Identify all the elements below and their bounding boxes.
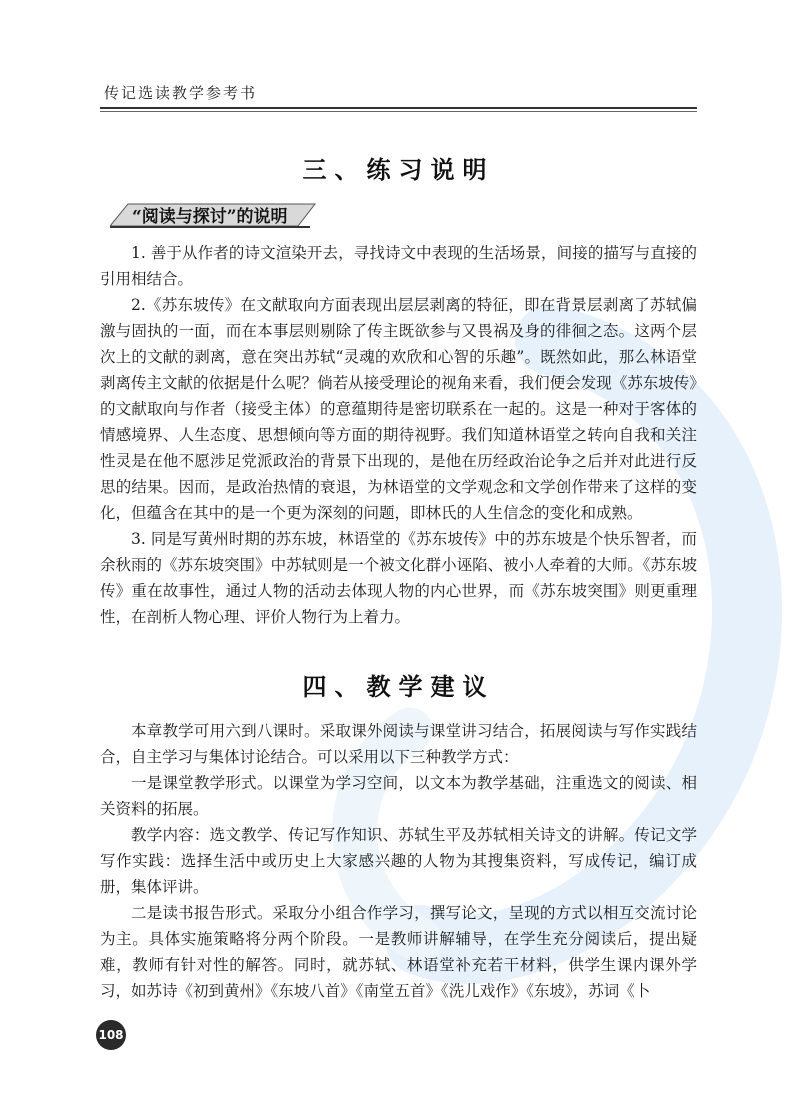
exercise-note-2: 2.《苏东坡传》在文献取向方面表现出层层剥离的特征，即在背景层剥离了苏轼偏激与固执的一面，而在本事层则剔除了传主既欲参与又畏祸及身的徘徊之态。这两个层次上的文献的剥离，意在突出苏轼“灵魂的欢欣和心智的乐趣”。既然如此，那么林语堂剥离传主文献的依据是什么呢？倘若从接受理论的视角来看，我们便会发现《苏东坡传》的文献取向与作者（接受主体）的意蕴期待是密切联系在一起的。这是一种对于客体的情感境界、人生态度、思想倾向等方面的期待视野。我们知道林语堂之转向自我和关注性灵是在他不愿涉足党派政治的背景下出现的，是他在历经政治论争之后并对此进行反思的结果。因而，是政治热情的衰退，为林语堂的文学观念和文学创作带来了这样的变化，但蕴含在其中的是一个更为深刻的问题，即林氏的人生信念的变化和成熟。: [100, 296, 697, 522]
suggestion-paragraph-4: 二是读书报告形式。采取分小组合作学习，撰写论文，呈现的方式以相互交流讨论为主。具体实施策略将分两个阶段。一是教师讲解辅导，在学生充分阅读后，提出疑难，教师有针对性的解答。同时，就苏轼、林语堂补充若干材料，供学生课内课外学习，如苏诗《初到黄州》《东坡八首》《南堂五首》《洗儿戏作》《东坡》，苏词《卜: [100, 904, 697, 1000]
suggestion-paragraph-1: 本章教学可用六到八课时。采取课外阅读与课堂讲习结合，拓展阅读与写作实践结合，自主学习与集体讨论结合。可以采用以下三种教学方式：: [100, 722, 697, 766]
exercise-notes-body: [100, 240, 697, 630]
exercise-note-3: 3. 同是写黄州时期的苏东坡，林语堂的《苏东坡传》中的苏东坡是个快乐智者，而余秋雨的《苏东坡突围》中苏轼则是一个被文化群小诬陷、被小人牵着的大师。《苏东坡传》重在故事性，通过人物的活动去体现人物的内心世界，而《苏东坡突围》则更重理性，在剖析人物心理、评价人物行为上着力。: [100, 530, 697, 626]
subheading-reading-discussion: [110, 200, 325, 228]
header-rule-thin: [100, 111, 697, 112]
teaching-suggestions-body: [100, 718, 697, 1004]
section-title-exercise-notes: 三、练习说明: [302, 155, 495, 184]
exercise-note-1: 1. 善于从作者的诗文渲染开去，寻找诗文中表现的生活场景，间接的描写与直接的引用相结合。: [100, 244, 697, 288]
suggestion-paragraph-2: 一是课堂教学形式。以课堂为学习空间，以文本为教学基础，注重选文的阅读、相关资料的拓展。: [100, 774, 697, 818]
subheading-label: “阅读与探讨”的说明: [132, 207, 288, 227]
running-head-title: 传记选读教学参考书: [104, 84, 258, 102]
header-rule: [100, 107, 697, 109]
suggestion-paragraph-3: 教学内容：选文教学、传记写作知识、苏轼生平及苏轼相关诗文的讲解。传记文学写作实践：选择生活中或历史上大家感兴趣的人物为其搜集资料，写成传记，编订成册，集体评讲。: [100, 826, 697, 896]
section-title-teaching-suggestions: 四、教学建议: [302, 672, 495, 701]
page-number-badge: 108: [96, 1020, 126, 1050]
